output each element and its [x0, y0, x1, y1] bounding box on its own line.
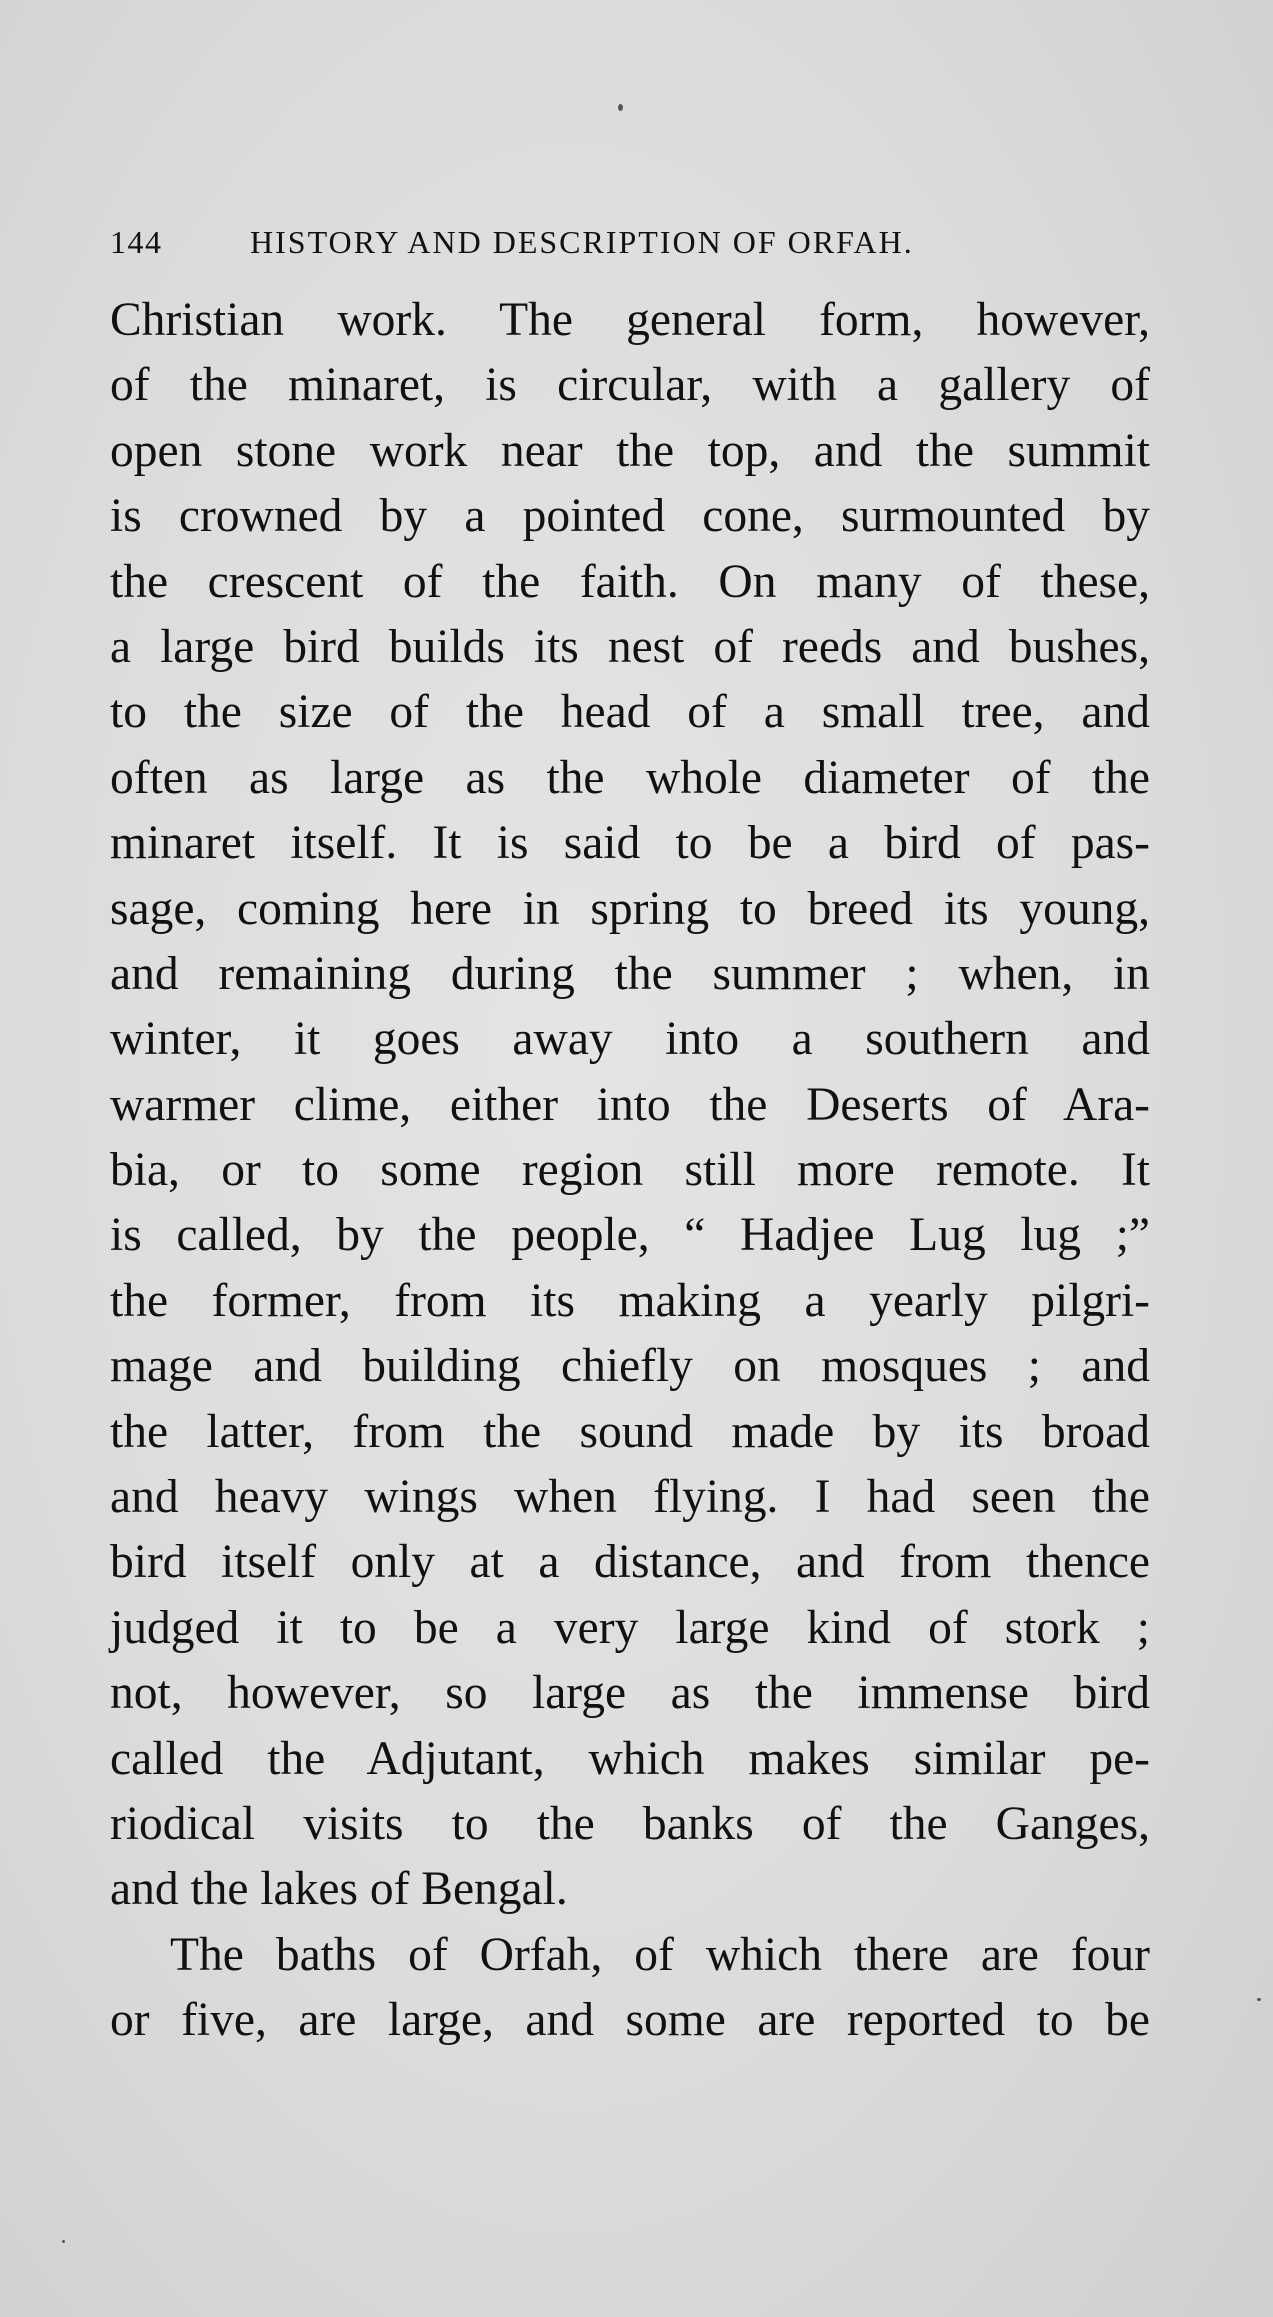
- paragraph-2: [110, 1923, 1150, 2054]
- text-line: not, however, so large as the immense bird: [110, 1667, 1150, 1720]
- text-line: the latter, from the sound made by its broad: [110, 1405, 1150, 1458]
- text-line: is called, by the people, “ Hadjee Lug lug ;”: [110, 1209, 1150, 1262]
- paragraph-1: [110, 288, 1150, 1923]
- text-line: sage, coming here in spring to breed its young,: [110, 882, 1150, 935]
- text-line: the crescent of the faith. On many of these,: [110, 555, 1150, 608]
- text-line: is crowned by a pointed cone, surmounted by: [110, 490, 1150, 543]
- text-line: open stone work near the top, and the summit: [110, 424, 1150, 477]
- text-line: a large bird builds its nest of reeds and bushes,: [110, 620, 1150, 673]
- text-line: and the lakes of Bengal.: [110, 1863, 568, 1916]
- text-line: The baths of Orfah, of which there are four: [170, 1928, 1150, 1981]
- text-line: mage and building chiefly on mosques ; and: [110, 1340, 1150, 1393]
- text-line: warmer clime, either into the Deserts of Ara-: [110, 1078, 1150, 1131]
- text-line: minaret itself. It is said to be a bird of pas-: [110, 817, 1150, 870]
- text-line: bird itself only at a distance, and from thence: [110, 1536, 1150, 1589]
- text-line: Christian work. The general form, however,: [110, 294, 1150, 346]
- text-line: to the size of the head of a small tree, and: [110, 686, 1150, 739]
- ink-speck: [1257, 1998, 1261, 2001]
- running-title: HISTORY AND DESCRIPTION OF ORFAH.: [250, 224, 914, 260]
- text-line: winter, it goes away into a southern and: [110, 1013, 1150, 1066]
- body-text: [110, 288, 1150, 2054]
- page-number: 144: [110, 224, 163, 260]
- text-line: called the Adjutant, which makes similar pe-: [110, 1732, 1150, 1785]
- text-line: often as large as the whole diameter of the: [110, 751, 1150, 804]
- text-line: the former, from its making a yearly pilgri-: [110, 1274, 1150, 1327]
- text-line: of the minaret, is circular, with a gallery of: [110, 359, 1150, 412]
- running-head: [110, 222, 1150, 262]
- ink-speck: [62, 2240, 65, 2243]
- text-line: riodical visits to the banks of the Ganges,: [110, 1797, 1150, 1850]
- text-line: judged it to be a very large kind of stork ;: [110, 1601, 1150, 1654]
- ink-speck: [618, 104, 623, 111]
- text-line: and remaining during the summer ; when, in: [110, 947, 1150, 1000]
- text-line: bia, or to some region still more remote. It: [110, 1144, 1150, 1197]
- text-line: and heavy wings when flying. I had seen the: [110, 1471, 1150, 1524]
- text-line: or five, are large, and some are reported to be: [110, 1994, 1150, 2047]
